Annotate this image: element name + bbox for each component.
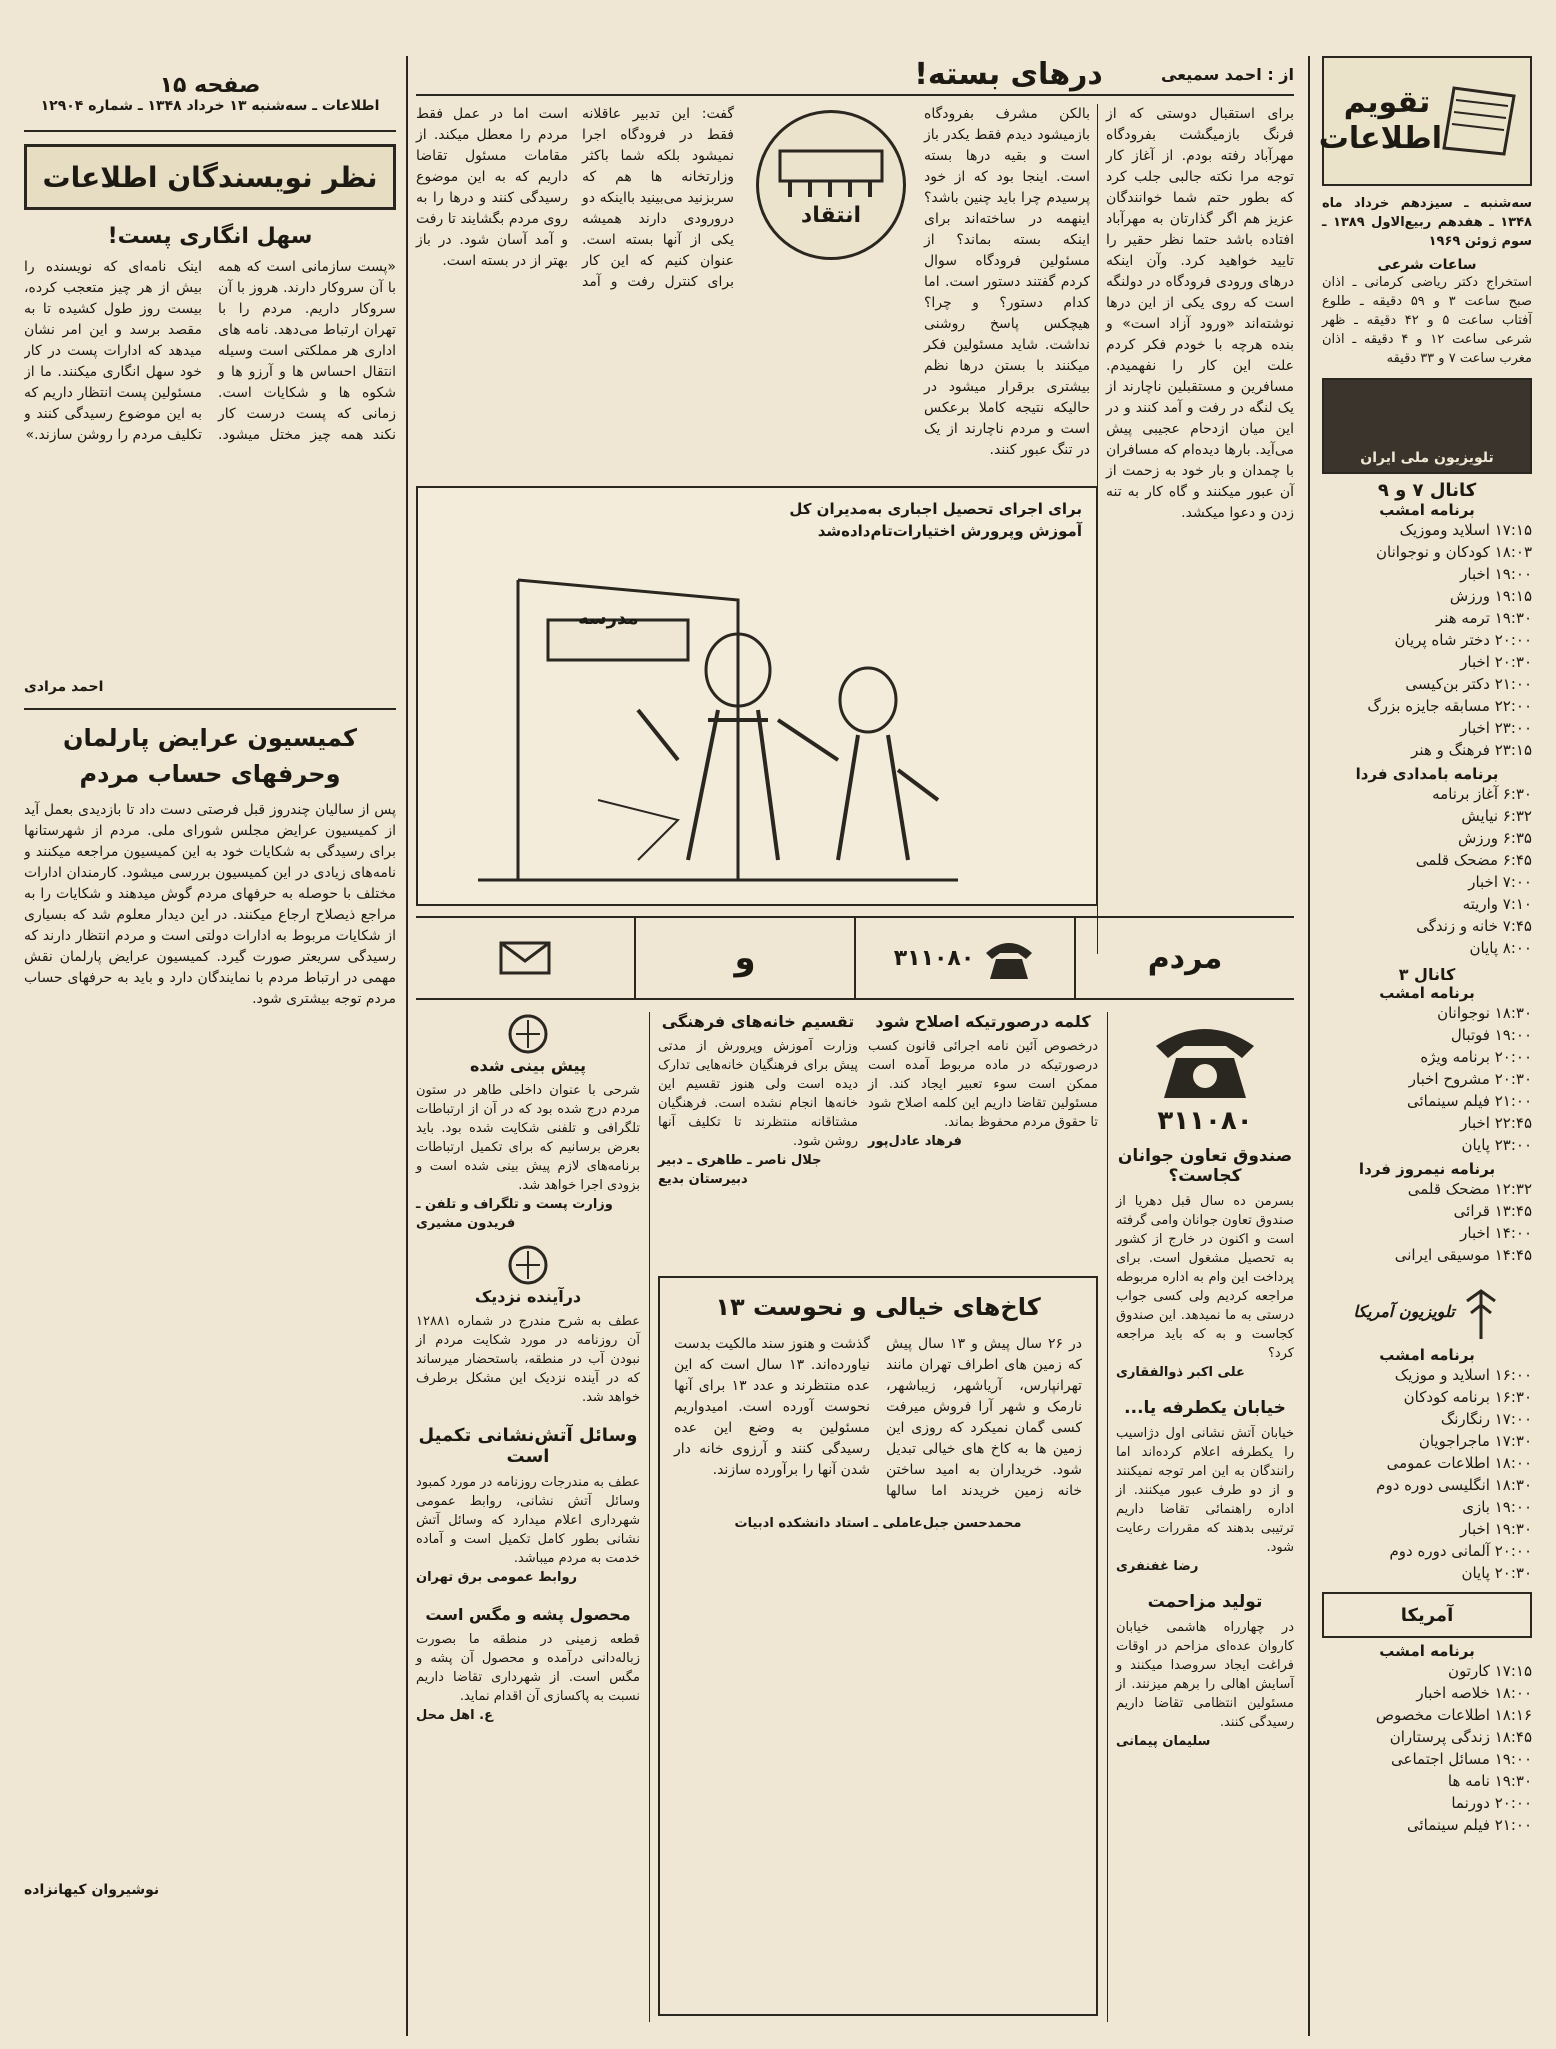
program-item: ۲۰:۰۰ دختر شاه پریان [1394, 631, 1532, 649]
article1-author: احمد مرادی [24, 679, 104, 695]
article1-body: «پست سازمانی است که همه با آن سروکار دارند. هروز با آن سروکار داریم. مردم را با تهران ارتباط می‌دهد. نامه های اداری هر مملکتی است وسیله انتقال احساس ها و آرزو ها و شکوه ها و شکایات است. زمانی که پست درست کار نکند همه چیز مختل میشود. اینک نامه‌ای که نویسنده را بیش از هر چیز متعجب کرده، بیست روز طول کشیده تا به مقصد برسد و این امر نشان میدهد که ادارات پست در کار خود سهل انگاری میکنند. ما از مسئولین پست انتظار داریم که به این موضوع رسیدگی کنند و تکلیف مردم را روشن سازند.» [24, 259, 396, 443]
program-item: ۷:۰۰ اخبار [1468, 873, 1532, 891]
letter-body: عطف به شرح مندرج در شماره ۱۲۸۸۱ آن روزنامه در مورد شکایت مردم از نبودن آب در منطقه، باستحضار میرساند که در آینده نزدیک این مشکل برطرف خواهد شد. [416, 1314, 640, 1405]
program-item: ۱۸:۴۵ زندگی پرستاران [1389, 1728, 1532, 1746]
program-item: ۲۲:۰۰ مسابقه جایزه بزرگ [1367, 697, 1532, 715]
feature-body: در ۲۶ سال پیش و ۱۳ سال پیش که زمین های اطراف تهران مانند تهرانپارس، آریاشهر، زیباشهر، نارمک و شهر آرا فروش میرفت کسی گمان نمیکرد که روزی این زمین ها به کاخ های خیالی تبدیل شود. خریداران به امید ساختن خانه زمین خریدند اما سالها گذشت و هنوز سند مالکیت بدست نیاورده‌اند. ۱۳ سال است که این عده منتظرند و عدد ۱۳ برای آنها نحوست آورده است. امیدواریم مسئولین به وضع این عده رسیدگی کنند و آرزوی خانه دار شدن آنها را برآورده سازند. [674, 1336, 1083, 1499]
tv3-heading: برنامه نیمروز فردا [1358, 1160, 1496, 1178]
strip-cell [416, 918, 634, 998]
tv1-channel: کانال ۷ و ۹ [1377, 480, 1477, 501]
letter-author: سلیمان پیمانی [1116, 1734, 1211, 1749]
program-item: ۲۰:۰۰ آلمانی دوره دوم [1389, 1542, 1532, 1560]
program-item: ۱۸:۳۰ انگلیسی دوره دوم [1376, 1476, 1532, 1494]
page-number: صفحه ۱۵ [159, 72, 261, 98]
strip-cell [634, 918, 854, 998]
program-item: ۸:۰۰ پایان [1469, 939, 1532, 957]
program-item: ۷:۱۰ واریته [1462, 895, 1532, 913]
letter-author: جلال ناصر ـ طاهری ـ دبیر دبیرستان بدیع [658, 1153, 822, 1187]
letter-title: وسائل آتش‌نشانی تکمیل است [418, 1425, 638, 1467]
tv1-heading: برنامه امشب [1379, 501, 1475, 519]
left-column [24, 56, 396, 2036]
letter-body: خیابان آتش نشانی اول دژاسیب را یکطرفه اعلام کرده‌اند اما رانندگان به این امر توجه نمیکنند و از دو طرف عبور میکنند. از اداره راهنمائی تقاضا داریم ترتیبی بدهند که مقررات رعایت شود. [1116, 1426, 1294, 1555]
article2-body: پس از سالیان چندروز قبل فرصتی دست داد تا بازدیدی بعمل آید از کمیسیون عرایض مجلس شورای ملی. مردم از شهرستانها برای رسیدگی به شکایات خود به این کمیسیون مراجعه میکنند و نامه‌های زیادی در این کمیسیون بررسی میشود. کارمندان ادارات مختلف با حوصله به حرفهای مردم گوش میدهند و شکایات را به مراجع ذیصلاح ارجاع میکنند. در این دیدار معلوم شد که بسیاری از شکایات مربوط به ادارات دولتی است و مردم انتظار دارند که رسیدگی سریعتر صورت گیرد. کمیسیون عرایض پارلمان نقش مهمی در ارتباط مردم با نمایندگان دارد و باید به حرفهای حساب مردم توجه بیشتری شود. [24, 802, 396, 1007]
section-banner [24, 144, 396, 210]
program-item: ۱۸:۰۰ خلاصه اخبار [1416, 1684, 1532, 1702]
article1-title: سهل انگاری پست! [107, 224, 313, 249]
badge-label: انتقاد [800, 202, 862, 228]
tv2-schedule [1322, 1002, 1532, 1156]
program-item: ۱۹:۳۰ اخبار [1460, 1520, 1532, 1538]
column-rule [649, 1012, 650, 2022]
letters-col-2 [868, 1012, 1098, 1262]
prayer-times: استخراج دکتر ریاضی کرمانی ـ اذان صبح ساعت ۳ و ۵۹ دقیقه ـ طلوع آفتاب ساعت ۵ و ۴۲ دقیقه ـ ظهر شرعی ساعت ۱۲ و ۴ دقیقه ـ اذان مغرب ساعت ۷ و ۳۳ دقیقه [1322, 275, 1532, 366]
tv1-schedule2 [1322, 783, 1532, 959]
tv1-heading2: برنامه بامدادی فردا [1355, 765, 1499, 783]
program-item: ۲۰:۰۰ دورنما [1451, 1794, 1532, 1812]
letters-col-3 [658, 1012, 858, 1262]
telephone-icon [982, 933, 1036, 983]
program-item: ۱۷:۳۰ ماجراجویان [1418, 1432, 1532, 1450]
letter-body: بسرمن ده سال قبل دهریا از صندوق تعاون جوانان وامی گرفته است و اکنون در خارج از کشور به تحصیل مشغول است. برای پرداخت این وام به اداره مربوطه مراجعه کردیم ولی کسی جواب درستی به ما نمیدهد. این صندوق کجاست و به که باید مراجعه کرد؟ [1115, 1194, 1294, 1361]
letter-title: خیابان یکطرفه یا... [1124, 1398, 1286, 1418]
program-item: ۲۱:۰۰ فیلم سینمائی [1406, 1816, 1532, 1834]
tv2-heading: برنامه امشب [1379, 984, 1475, 1002]
keyboard-icon [776, 143, 886, 203]
program-item: ۲۰:۳۰ مشروح اخبار [1408, 1070, 1532, 1088]
calendar-masthead [1318, 56, 1532, 186]
article2-title: کمیسیون عرایض پارلمان وحرفهای حساب مردم [62, 724, 358, 788]
cartoon-caption: برای اجرای تحصیل اجباری به‌مدیران کل آموزش وپرورش اختیارات‌تام‌داده‌شد [789, 500, 1082, 540]
program-item: ۲۳:۰۰ اخبار [1460, 719, 1532, 737]
program-item: ۱۸:۰۰ اطلاعات عمومی [1386, 1454, 1532, 1472]
calendar-icon [1434, 78, 1524, 158]
antenna-icon [1461, 1281, 1501, 1341]
critique-badge [756, 110, 906, 260]
program-item: ۱۹:۰۰ بازی [1462, 1498, 1532, 1516]
program-item: ۱۶:۳۰ برنامه کودکان [1403, 1388, 1532, 1406]
program-item: ۶:۳۲ نیایش [1461, 807, 1532, 825]
letter-body: شرحی با عنوان داخلی طاهر در ستون مردم درج شده بود که در آن از ارتباطات تلگرافی و تلفنی شکایت شده بود. باید بعرض برسانیم که برای تکمیل ارتباطات برنامه‌های لازم پیش بینی شده است و بزودی اجرا خواهد شد. [416, 1083, 640, 1193]
column-rule [406, 56, 408, 2036]
program-item: ۱۷:۱۵ کارتون [1448, 1662, 1532, 1680]
letter-author: علی اکبر ذوالفقاری [1116, 1365, 1245, 1380]
tv5-banner-label: آمریکا [1400, 1604, 1454, 1626]
program-item: ۱۸:۳۰ نوجوانان [1437, 1004, 1532, 1022]
letter-title: محصول پشه و مگس است [425, 1605, 631, 1624]
strip-cell [854, 918, 1074, 998]
letter-title: صندوق تعاون جوانان کجاست؟ [1117, 1146, 1293, 1186]
program-item: ۱۹:۰۰ مسائل اجتماعی [1391, 1750, 1532, 1768]
program-item: ۲۱:۰۰ دکتر بن‌کیسی [1405, 675, 1532, 693]
article2-author: نوشیروان کیهانزاده [24, 1882, 160, 1898]
program-item: ۱۸:۰۳ کودکان و نوجوانان [1376, 543, 1532, 561]
strip-phone: ۳۱۱۰۸۰ [893, 945, 975, 971]
article-right-text: برای استقبال دوستی که از فرنگ بازمیگشت بفرودگاه مهرآباد رفته بودم. از آغاز کار توجه مرا نکته جالبی جلب کرد که بطور حتم شما خوانندگان عزیز هم اگر گذارتان به مهرآباد افتاده باشد حتما نظر حقیر را تایید خواهید کرد. وآن اینکه درهای ورودی فرودگاه در دولنگه است که روی یکی از این درها نوشته‌اند «ورود آزاد است» و بنده هرچه با خودم فکر کردم علت این کار را نفهمیدم. مسافرین و مستقبلین ناچارند از یک لنگه در رفت و آمد کنند و در این میان ازدحام عجیبی پیش می‌آید. بارها دیده‌ام که مسافران با چمدان و بار خود به زحمت از آن عبور میکنند و گاه کار به تنه زدن و دعوا میکشد. [1106, 106, 1294, 521]
letter-body: در چهارراه هاشمی خیابان کاروان عده‌ای مزاحم در اوقات فراغت ایجاد سروصدا میکنند و آسایش اهالی را برهم میزنند. از مسئولین انتظامی تقاضا داریم رسیدگی کنند. [1116, 1620, 1294, 1730]
letter-body: قطعه زمینی در منطقه ما بصورت زباله‌دانی درآمده و محصول آن پشه و مگس است. از شهرداری تقاضا داریم نسبت به پاکسازی آن اقدام نماید. [416, 1632, 640, 1704]
calendar-column [1318, 56, 1532, 2036]
program-item: ۲۱:۰۰ فیلم سینمائی [1406, 1092, 1532, 1110]
letter-author: روابط عمومی برق تهران [416, 1570, 578, 1585]
program-item: ۲۳:۰۰ پایان [1461, 1136, 1532, 1154]
letter-author: وزارت پست و تلگراف و تلفن ـ فریدون مشیری [416, 1197, 613, 1231]
program-item: ۶:۳۵ ورزش [1457, 829, 1532, 847]
tv4-banner [1322, 1276, 1532, 1346]
headline-rule [416, 94, 1294, 96]
feature-title: کاخ‌های خیالی و نحوست ۱۳ [715, 1293, 1041, 1321]
column-rule [1107, 1012, 1108, 2022]
strip-label-mardom: مردم [1147, 940, 1223, 976]
program-item: ۲۰:۰۰ برنامه ویژه [1420, 1048, 1532, 1066]
emblem-icon [506, 1243, 550, 1287]
headline-row [416, 56, 1294, 92]
letter-title: درآینده نزدیک [474, 1287, 582, 1306]
strip-label-va: و [734, 938, 756, 978]
program-item: ۱۴:۴۵ موسیقی ایرانی [1394, 1246, 1532, 1264]
program-item: ۱۹:۱۵ ورزش [1449, 587, 1532, 605]
program-item: ۲۰:۳۰ پایان [1461, 1564, 1532, 1582]
tv5-banner [1322, 1592, 1532, 1638]
emblem-icon [506, 1012, 550, 1056]
column-rule [1308, 56, 1310, 2036]
feature-box [658, 1276, 1098, 2016]
calendar-date: سه‌شنبه ـ سیزدهم خرداد ماه ۱۳۴۸ ـ هفدهم ربیع‌الاول ۱۳۸۹ ـ سوم ژوئن ۱۹۶۹ [1322, 196, 1532, 249]
tv5-heading: برنامه امشب [1379, 1642, 1475, 1660]
program-item: ۱۳:۴۵ قرائی [1453, 1202, 1532, 1220]
program-item: ۲۰:۳۰ اخبار [1460, 653, 1532, 671]
program-item: ۱۹:۳۰ نامه ها [1447, 1772, 1532, 1790]
letter-body: عطف به مندرجات روزنامه در مورد کمبود وسائل آتش نشانی، روابط عمومی شهرداری اعلام میدارد که وسائل آتش نشانی بطور کامل تکمیل است و آماده خدمت به مردم میباشد. [416, 1475, 640, 1566]
strip-cell [1074, 918, 1294, 998]
section-title: نظر نویسندگان اطلاعات [42, 160, 378, 194]
reader-strip [416, 916, 1294, 1000]
program-item: ۲۳:۱۵ فرهنگ و هنر [1411, 741, 1532, 759]
program-item: ۷:۴۵ خانه و زندگی [1416, 917, 1532, 935]
letter-author: رضا غفنفری [1116, 1559, 1199, 1574]
phone-badge [1116, 1012, 1294, 1136]
program-item: ۱۹:۰۰ فوتبال [1450, 1026, 1532, 1044]
article-middle-text: بالکن مشرف بفرودگاه بازمیشود دیدم فقط یکدر باز است و بقیه درها بسته است. اینجا بود که از خود پرسیدم چرا باید چنین باشد؟ اینهمه در ساخته‌اند برای اینکه بسته بماند؟ از مسئولین فرودگاه سوال کردم گفتند دستور است. اما کدام دستور؟ و چرا؟ هیچکس پاسخ روشنی نداشت. شاید مسئولین فکر میکنند با بستن درها نظم بیشتری برقرار میشود در حالیکه نتیجه کاملا برعکس است و مردم ناچارند از یک در تنگ عبور کنند. [924, 106, 1090, 458]
program-item: ۱۷:۰۰ رنگارنگ [1440, 1410, 1532, 1428]
tv4-banner-label: تلویزیون آمریکا [1353, 1301, 1455, 1321]
program-item: ۲۲:۴۵ اخبار [1460, 1114, 1532, 1132]
tv3-schedule [1322, 1178, 1532, 1266]
prayer-title: ساعات شرعی [1377, 257, 1477, 273]
letter-body: درخصوص آئین نامه اجرائی قانون کسب درصورتیکه در ماده مربوط آمده است ممکن است سوء تعبیر ایجاد کند. از مسئولین تقاضا داریم این کلمه اصلاح شود تا حقوق مردم محفوظ بماند. [868, 1039, 1098, 1130]
center-block [416, 56, 1294, 956]
tv5-schedule [1322, 1660, 1532, 1836]
letter-title: پیش بینی شده [470, 1056, 586, 1075]
letters-col-1 [1116, 1012, 1294, 2032]
program-item: ۶:۴۵ مضحک قلمی [1415, 851, 1532, 869]
program-item: ۱۸:۱۶ اطلاعات مخصوص [1375, 1706, 1532, 1724]
cartoon-frame [416, 486, 1098, 906]
program-item: ۱۴:۰۰ اخبار [1460, 1224, 1532, 1242]
letter-body: وزارت آموزش وپرورش از مدتی پیش برای فرهنگیان خانه‌هایی تدارک دیده است ولی هنوز تقسیم این خانه‌ها انجام نشده است. فرهنگیان مشتاقانه منتظرند تا تکلیف آنها روشن شود. [658, 1039, 858, 1149]
tv4-heading: برنامه امشب [1379, 1346, 1475, 1364]
tv1-banner-label: تلویزیون ملی ایران [1360, 450, 1494, 466]
cartoon-illustration [438, 560, 998, 890]
tv4-schedule [1322, 1364, 1532, 1584]
program-item: ۱۲:۳۲ مضحک قلمی [1407, 1180, 1532, 1198]
program-item: ۱۹:۰۰ اخبار [1460, 565, 1532, 583]
telephone-icon [1150, 1012, 1260, 1102]
phone-number: ۳۱۱۰۸۰ [1157, 1106, 1253, 1136]
letter-author: فرهاد عادل‌پور [868, 1134, 962, 1149]
calendar-title: تقویم اطلاعات [1318, 85, 1442, 156]
author-line: از : احمد سمیعی [1161, 64, 1294, 84]
program-item: ۶:۳۰ آغاز برنامه [1432, 785, 1532, 803]
page-header [24, 56, 396, 132]
headline: درهای بسته! [914, 56, 1103, 92]
article-left-text: گفت: این تدبیر عاقلانه فقط در فرودگاه اجرا نمیشود بلکه شما باکثر وزارتخانه ها هم که سربزنید می‌بینید بااینکه دو درورودی دارند همیشه یکی از آنها بسته است. عنوان کنیم که این کار برای کنترل رفت و آمد است اما در عمل فقط مردم را معطل میکند. از مقامات مسئول تقاضا داریم که به این موضوع رسیدگی کنند و درها را به روی مردم بگشایند تا رفت و آمد آسان شود. در باز بهتر از در بسته است. [416, 106, 734, 290]
letter-title: کلمه درصورتیکه اصلاح شود [875, 1012, 1091, 1031]
letter-author: ع. اهل محل [416, 1708, 493, 1723]
feature-author: محمدحسن جبل‌عاملی ـ استاد دانشکده ادبیات [734, 1516, 1022, 1531]
reader-letters [416, 1012, 1294, 2032]
program-item: ۱۷:۱۵ اسلاید وموزیک [1399, 521, 1532, 539]
cartoon-sign: مدرسه [578, 608, 639, 629]
program-item: ۱۹:۳۰ ترمه هنر [1435, 609, 1532, 627]
tv1-banner [1322, 378, 1532, 474]
program-item: ۱۶:۰۰ اسلاید و موزیک [1394, 1366, 1532, 1384]
section-rule [24, 708, 396, 710]
tv1-schedule [1322, 519, 1532, 761]
letters-col-4 [416, 1012, 640, 2022]
mailbox-icon [495, 933, 555, 983]
issue-date: اطلاعات ـ سه‌شنبه ۱۳ خرداد ۱۳۴۸ ـ شماره ۱۲۹۰۴ [40, 97, 380, 114]
tv2-channel: کانال ۳ [1398, 965, 1456, 984]
letter-title: تقسیم خانه‌های فرهنگی [661, 1012, 855, 1031]
letter-title: تولید مزاحمت [1147, 1592, 1263, 1612]
